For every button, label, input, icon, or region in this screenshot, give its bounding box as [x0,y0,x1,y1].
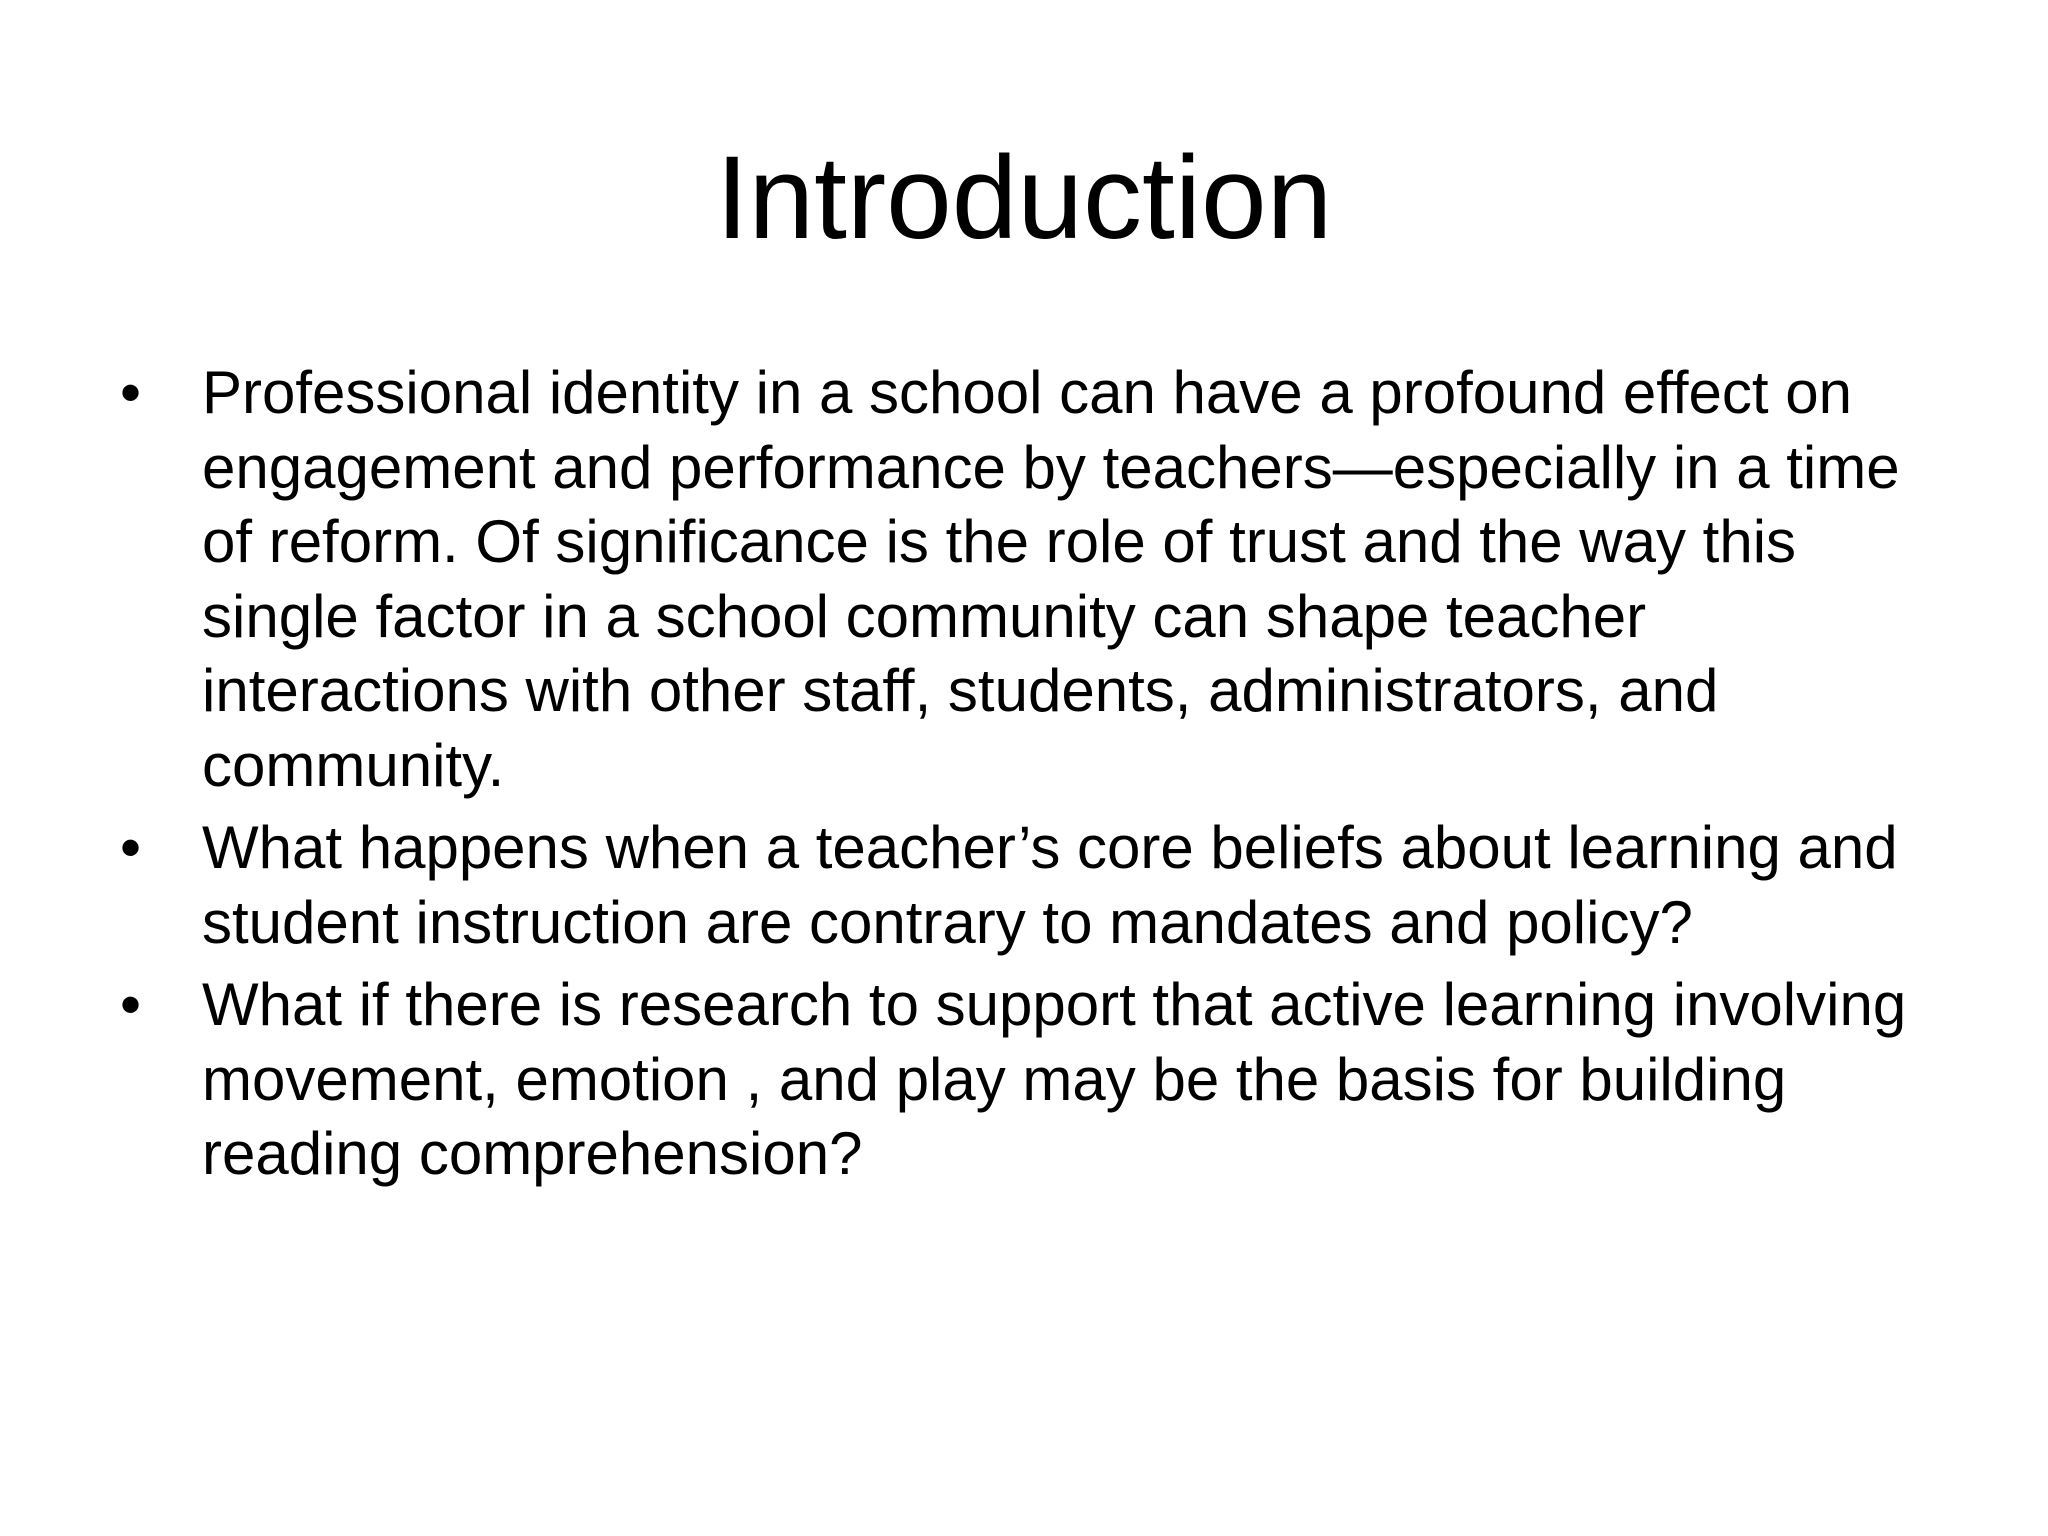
bullet-text: What happens when a teacher’s core beliefs about learning and student instruction are contrary to mandates and policy? [202,814,1898,956]
bullet-text: Professional identity in a school can have a profound effect on engagement and performance by teachers—especially in a time of reform. Of significance is the role of trust and the way this single factor in a school community can shape teacher interactions with other staff, students, administrators, and community. [202,359,1900,799]
slide-title: Introduction [715,132,1333,264]
bullet-item-1 [120,356,1960,803]
bullet-item-3 [120,968,1960,1192]
bullet-dot-icon: • [120,359,142,426]
bullet-item-2 [120,811,1960,960]
bullet-dot-icon: • [120,971,142,1038]
bullet-dot-icon: • [120,814,142,881]
bullet-text: What if there is research to support that active learning involving movement, emotion , and play may be the basis for building reading comprehension? [202,971,1907,1187]
bullet-list [120,356,1960,1192]
